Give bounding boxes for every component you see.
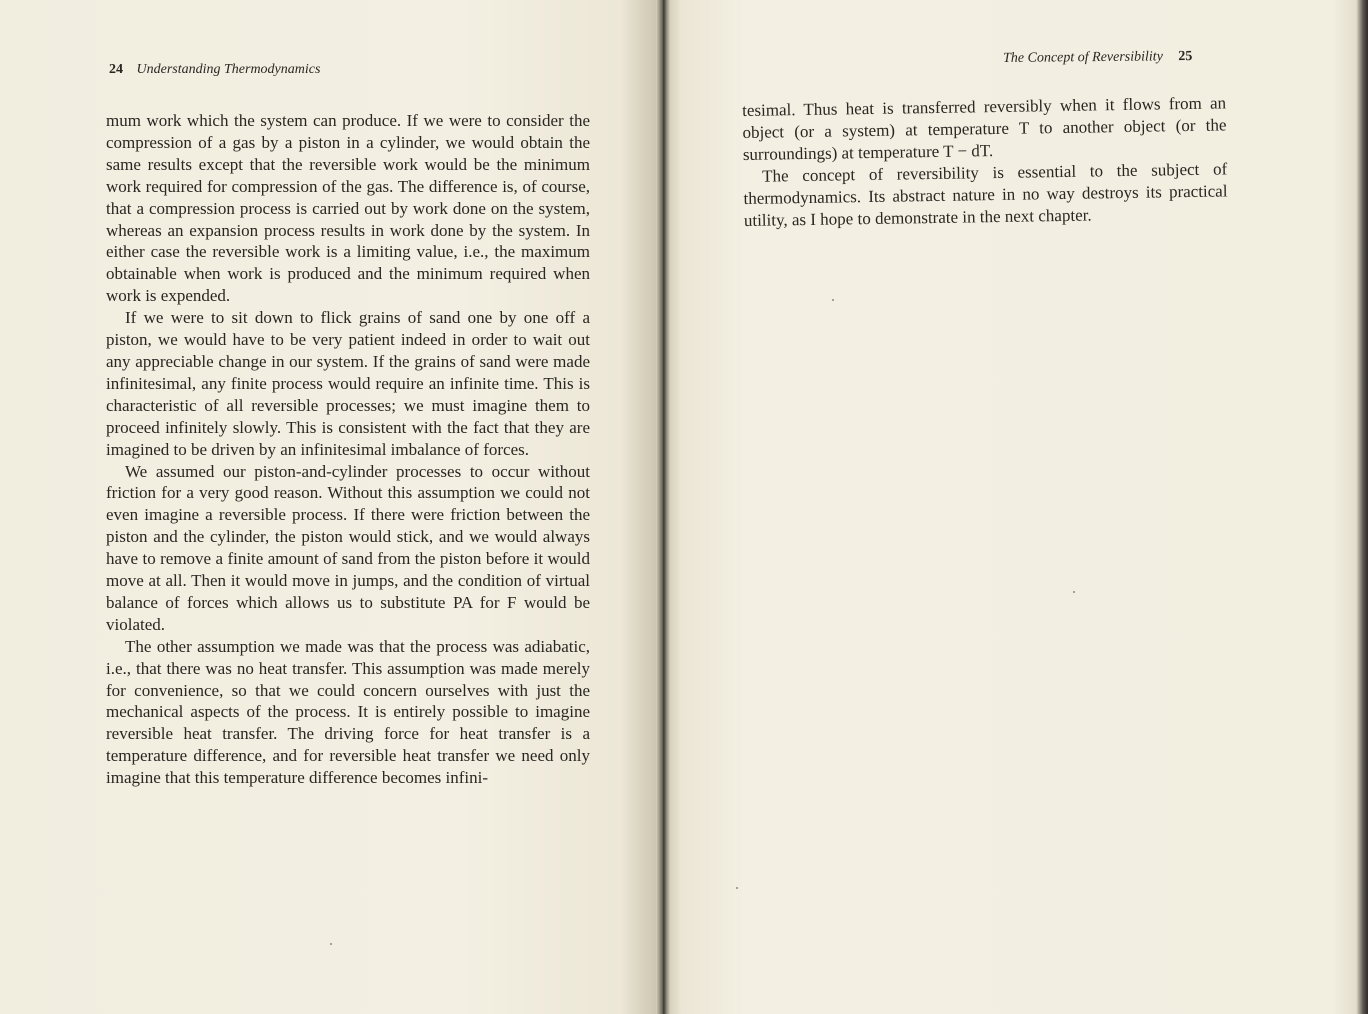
paper-speck (330, 943, 332, 945)
paragraph: tesimal. Thus heat is transferred reversibly when it flows from an object (or a system) at temperature T to another object (or the surroundings) at temperature T − dT. (742, 93, 1227, 164)
left-running-title: Understanding Thermodynamics (136, 62, 321, 77)
page-edge (1356, 0, 1368, 1014)
left-page-number: 24 (109, 62, 123, 77)
right-running-title: The Concept of Reversibility (1003, 49, 1163, 66)
paragraph: If we were to sit down to flick grains of sand one by one off a piston, we would have to be very patient indeed in order to wait out any appreciable change in our system. If the grains of sand were made infinitesimal, any finite process would require an infinite time. This is characteristic of all reversible processes; we must imagine them to proceed infinitely slowly. This is consistent with the fact that they are imagined to be driven by an infinitesimal imbalance of forces. (106, 308, 590, 459)
paragraph: We assumed our piston-and-cylinder processes to occur without friction for a very good reason. Without this assumption we could not even imagine a reversible process. If there were friction between the piston and the cylinder, the piston would stick, and we would always have to remove a finite amount of sand from the piston before it would move at all. Then it would move in jumps, and the condition of virtual balance of forces which allows us to substitute PA for F would be violated. (106, 461, 590, 634)
right-running-head (1003, 49, 1192, 67)
left-running-head (109, 62, 320, 78)
paper-speck (1073, 591, 1075, 593)
right-page-body (742, 92, 1228, 231)
book-gutter (656, 0, 670, 1014)
paper-speck (832, 299, 834, 301)
paper-speck (736, 887, 738, 889)
paragraph: mum work which the system can produce. If we were to consider the compression of a gas by a piston in a cylinder, we would obtain the same results except that the reversible work would be the minimum work required for compression of the gas. The difference is, of course, that a compression process is carried out by work done on the system, whereas an expansion process results in work done by the system. In either case the reversible work is a limiting value, i.e., the maximum obtainable when work is produced and the minimum required when work is expended. (106, 111, 590, 306)
left-page-body (106, 110, 590, 789)
right-page-number: 25 (1178, 49, 1193, 65)
paragraph: The other assumption we made was that the process was adiabatic, i.e., that there was no heat transfer. This assumption was made merely for convenience, so that we could concern ourselves with just the mechanical aspects of the process. It is entirely possible to imagine reversible heat transfer. The driving force for heat transfer is a temperature difference, and for reversible heat transfer we need only imagine that this temperature difference becomes infini- (106, 636, 590, 788)
paragraph: The concept of reversibility is essential to the subject of thermodynamics. Its abstract nature in no way destroys its practical utility, as I hope to demonstrate in the next chapter. (743, 159, 1228, 230)
